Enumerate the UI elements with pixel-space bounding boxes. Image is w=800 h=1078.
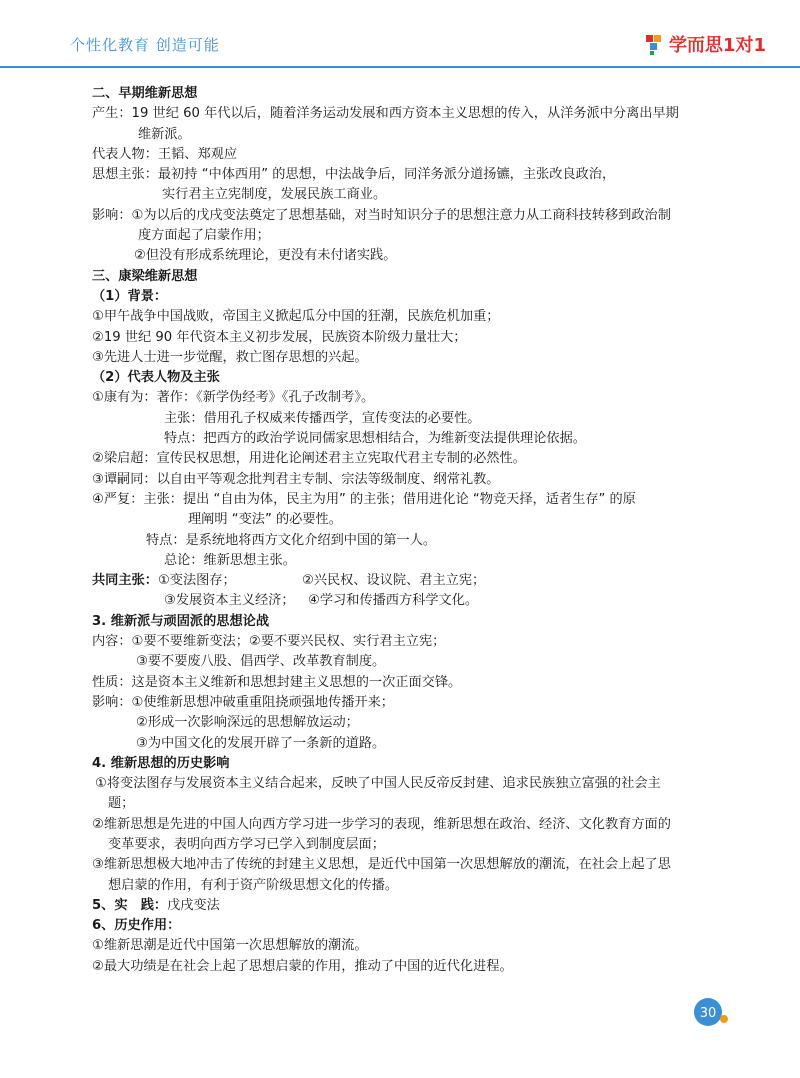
paragraph-line: ①康有为：著作：《新学伪经考》《孔子改制考》。 (92, 390, 375, 406)
paragraph-line: ③维新思想极大地冲击了传统的封建主义思想，是近代中国第一次思想解放的潮流，在社会上起了思 (92, 857, 671, 873)
paragraph-line: ②维新思想是先进的中国人向西方学习进一步学习的表现，维新思想在政治、经济、文化教育方面的 (92, 816, 671, 832)
practice-value: 戊戌变法 (167, 897, 220, 913)
page-header (0, 0, 800, 68)
practice-label: 5、实 践： (92, 897, 168, 913)
claim-item: ②兴民权、设议院、君主立宪； (301, 573, 486, 589)
paragraph-line: ①维新思潮是近代中国第一次思想解放的潮流。 (92, 938, 368, 954)
common-claims-row (92, 591, 712, 611)
paragraph-line: 变革要求，表明向西方学习已学入到制度层面； (108, 836, 385, 852)
paragraph-line: ②梁启超：宣传民权思想，用进化论阐述君主立宪取代君主专制的必然性。 (92, 451, 526, 467)
paragraph-line: 度方面起了启蒙作用； (138, 228, 270, 244)
page-number: 30 (699, 1006, 717, 1021)
section-heading: 6、历史作用： (92, 918, 181, 934)
paragraph-line: 题； (108, 796, 135, 812)
paragraph-line: 影响：①使维新思想冲破重重阻挠顽强地传播开来； (92, 694, 394, 710)
subsection-heading: （2）代表人物及主张 (92, 370, 220, 386)
paragraph-line: ④严复：主张：提出 “自由为体，民主为用” 的主张；借用进化论 “物竞天择，适者生存” 的原 (92, 491, 636, 507)
paragraph-line: ③谭嗣同：以自由平等观念批判君主专制、宗法等级制度、纲常礼教。 (92, 471, 500, 487)
page-number-badge (694, 996, 728, 1030)
paragraph-line: ②形成一次影响深远的思想解放运动； (136, 715, 359, 731)
paragraph-line: 想启蒙的作用，有利于资产阶级思想文化的传播。 (108, 877, 399, 893)
paragraph-line: ②最大功绩是在社会上起了思想启蒙的作用，推动了中国的近代化进程。 (92, 958, 513, 974)
paragraph-line: ③为中国文化的发展开辟了一条新的道路。 (136, 735, 386, 751)
paragraph-line: ③先进人士进一步觉醒，救亡图存思想的兴起。 (92, 349, 368, 365)
paragraph-line: 内容：①要不要维新变法；②要不要兴民权、实行君主立宪； (92, 634, 446, 650)
brand-name: 学而思1对1 (668, 35, 766, 56)
paragraph-line: ①甲午战争中国战败，帝国主义掀起瓜分中国的狂潮，民族危机加重； (92, 309, 500, 325)
paragraph-line: 性质：这是资本主义维新和思想封建主义思想的一次正面交锋。 (92, 674, 462, 690)
common-claims-label: 共同主张： (92, 573, 158, 589)
claim-item: ④学习和传播西方科学文化。 (308, 593, 479, 609)
subsection-heading: （1）背景： (92, 288, 168, 304)
paragraph-line: 思想主张：最初持 “中体西用” 的思想，中法战争后，同洋务派分道扬镳，主张改良政治， (92, 167, 616, 183)
header-slogan: 个性化教育 创造可能 (70, 36, 220, 54)
brand-logo-icon (645, 33, 665, 55)
section-heading: 二、早期维新思想 (92, 86, 198, 101)
section-heading: 4. 维新思想的历史影响 (92, 755, 230, 771)
paragraph-line: 特点：把西方的政治学说同儒家思想相结合，为维新变法提供理论依据。 (164, 431, 586, 447)
paragraph-line: 特点：是系统地将西方文化介绍到中国的第一人。 (146, 532, 437, 548)
paragraph-line: 代表人物：王韬、郑观应 (92, 146, 238, 162)
paragraph-line: 理阐明 “变法” 的必要性。 (188, 512, 342, 528)
paragraph-line: 影响：①为以后的戊戌变法奠定了思想基础，对当时知识分子的思想注意力从工商科技转移到政治制 (92, 207, 671, 223)
common-claims-row (92, 571, 712, 591)
paragraph-line: 总论：维新思想主张。 (164, 552, 296, 568)
paragraph-line: 产生：19 世纪 60 年代以后，随着洋务运动发展和西方资本主义思想的传入，从洋务派中分离出早期 (92, 106, 679, 122)
paragraph-line: ②但没有形成系统理论，更没有未付诸实践。 (134, 248, 397, 264)
section-heading: 3. 维新派与顽固派的思想论战 (92, 613, 270, 629)
section-heading: 三、康梁维新思想 (92, 268, 198, 284)
paragraph-line: 维新派。 (138, 126, 191, 142)
claim-item: ①变法图存； (157, 573, 236, 589)
paragraph-line: ③要不要废八股、倡西学、改革教育制度。 (136, 654, 386, 670)
paragraph-line: 实行君主立宪制度，发展民族工商业。 (162, 187, 387, 203)
claim-item: ③发展资本主义经济； (164, 593, 295, 609)
document-body (92, 84, 712, 977)
practice-row (92, 896, 712, 916)
brand (645, 31, 766, 57)
paragraph-line: ①将变法图存与发展资本主义结合起来，反映了中国人民反帝反封建、追求民族独立富强的社会主 (95, 776, 661, 792)
paragraph-line: ②19 世纪 90 年代资本主义初步发展，民族资本阶级力量壮大； (92, 329, 467, 345)
paragraph-line: 主张：借用孔子权威来传播西学，宣传变法的必要性。 (164, 410, 481, 426)
